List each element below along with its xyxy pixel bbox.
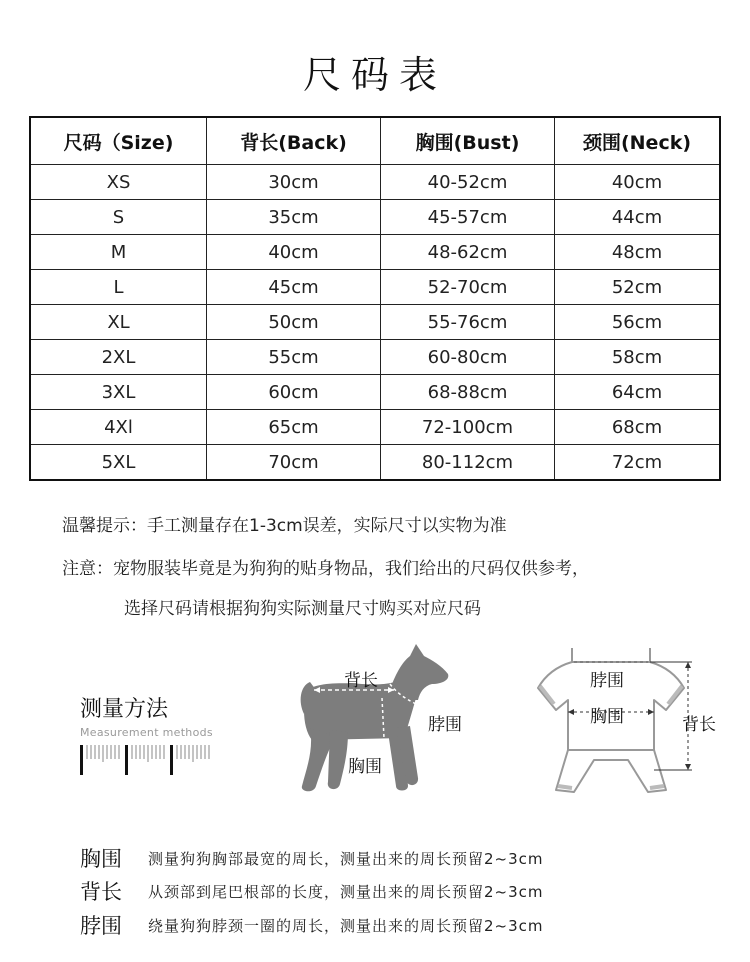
cell-bust: 60-80cm [381,340,555,375]
cell-back: 50cm [207,305,381,340]
cell-neck: 64cm [555,375,721,410]
cell-bust: 80-112cm [381,445,555,481]
header-back: 背长(Back) [207,117,381,165]
tip-text: 温馨提示：手工测量存在1-3cm误差，实际尺寸以实物为准 [62,516,507,536]
definition-term: 脖围 [80,914,122,938]
cell-size: XS [30,165,207,200]
header-neck: 颈围(Neck) [555,117,721,165]
garment-label-chest: 胸围 [590,707,624,727]
garment-measurement-figure [534,640,734,800]
header-size: 尺码（Size) [30,117,207,165]
cell-neck: 68cm [555,410,721,445]
table-row [30,270,720,305]
dog-label-chest: 胸围 [348,757,382,777]
garment-label-neck: 脖围 [590,671,624,691]
cell-neck: 40cm [555,165,721,200]
definition-row-back [80,876,544,904]
cell-bust: 55-76cm [381,305,555,340]
cell-back: 60cm [207,375,381,410]
dog-label-back: 背长 [344,671,378,691]
cell-neck: 52cm [555,270,721,305]
cell-size: 3XL [30,375,207,410]
cell-bust: 72-100cm [381,410,555,445]
cell-back: 40cm [207,235,381,270]
method-subtitle: Measurement methods [80,726,213,739]
cell-size: M [30,235,207,270]
table-row [30,410,720,445]
header-bust: 胸围(Bust) [381,117,555,165]
method-title: 测量方法 [80,697,169,722]
cell-bust: 48-62cm [381,235,555,270]
dog-label-neck: 脖围 [428,715,462,735]
definition-text: 绕量狗狗脖颈一圈的周长，测量出来的周长预留2~3cm [148,916,544,935]
cell-neck: 56cm [555,305,721,340]
table-row [30,165,720,200]
definition-row-neck [80,910,544,938]
definition-text: 测量狗狗胸部最宽的周长，测量出来的周长预留2~3cm [148,849,544,868]
table-header-row [30,117,720,165]
cell-size: XL [30,305,207,340]
definition-text: 从颈部到尾巴根部的长度，测量出来的周长预留2~3cm [148,882,544,901]
definition-term: 胸围 [80,847,122,871]
table-row [30,445,720,481]
cell-back: 65cm [207,410,381,445]
dog-measurement-figure [292,640,482,800]
note-text-line1: 注意：宠物服装毕竟是为狗狗的贴身物品，我们给出的尺码仅供参考， [62,559,589,579]
definition-term: 背长 [80,880,122,904]
cell-bust: 40-52cm [381,165,555,200]
table-row [30,305,720,340]
cell-size: 5XL [30,445,207,481]
cell-neck: 44cm [555,200,721,235]
cell-back: 70cm [207,445,381,481]
cell-back: 30cm [207,165,381,200]
cell-bust: 45-57cm [381,200,555,235]
cell-size: 4Xl [30,410,207,445]
cell-bust: 68-88cm [381,375,555,410]
cell-back: 35cm [207,200,381,235]
cell-back: 55cm [207,340,381,375]
cell-neck: 48cm [555,235,721,270]
cell-bust: 52-70cm [381,270,555,305]
cell-size: L [30,270,207,305]
garment-label-back: 背长 [682,715,716,735]
definition-row-chest [80,843,544,871]
table-row [30,375,720,410]
table-row [30,235,720,270]
size-table [29,116,721,481]
page-title: 尺码表 [302,53,447,97]
table-row [30,340,720,375]
cell-size: S [30,200,207,235]
ruler-icon [80,742,220,776]
cell-neck: 58cm [555,340,721,375]
cell-neck: 72cm [555,445,721,481]
note-text-line2: 选择尺码请根据狗狗实际测量尺寸购买对应尺码 [124,599,481,619]
cell-size: 2XL [30,340,207,375]
cell-back: 45cm [207,270,381,305]
table-row [30,200,720,235]
